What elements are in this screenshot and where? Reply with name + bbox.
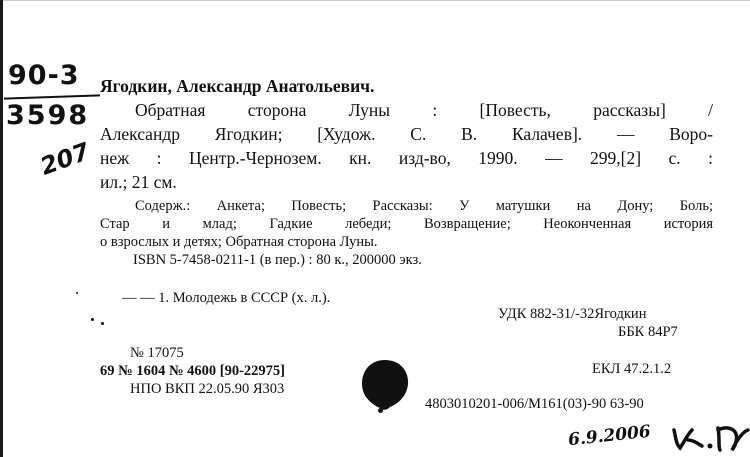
shelfmark-extra: 207: [36, 137, 94, 181]
npo-line: НПО ВКП 22.05.90 Я303: [130, 381, 285, 397]
ink-blot: [360, 358, 410, 412]
title-line-4: ил.; 21 см.: [100, 172, 177, 192]
ink-speck: [76, 292, 78, 294]
title-line-1: Обратная сторона Луны : [Повесть, рассказы] /: [135, 100, 713, 120]
title-line-3: неж : Центр.-Чернозем. кн. изд-во, 1990. — 299,[2] с. :: [100, 148, 713, 168]
signature: [670, 418, 750, 454]
card-number: № 17075: [130, 345, 184, 361]
ink-speck: [378, 408, 383, 413]
order-number: 69 № 1604 № 4600 [90-22975]: [100, 363, 286, 379]
handwritten-date: 6.9.2006: [567, 421, 652, 451]
contents-line-2: Стар и млад; Гадкие лебеди; Возвращение; Неоконченная история: [100, 216, 713, 232]
shelfmark-bottom: 3598: [6, 100, 90, 131]
bbk-code: ББК 84Р7: [618, 324, 678, 340]
contents-line-1: Содерж.: Анкета; Повесть; Рассказы: У матушки на Дону; Боль;: [135, 198, 713, 214]
subject-heading: — — 1. Молодежь в СССР (х. л.).: [122, 290, 331, 306]
shelfmark-top: 90-3: [8, 60, 80, 91]
contents-line-3: о взрослых и детях; Обратная сторона Луны.: [100, 234, 378, 250]
publisher-code: 4803010201-006/М161(03)-90 63-90: [425, 396, 644, 412]
title-line-2: Александр Ягодкин; [Худож. С. В. Калачев]. — Воро-: [100, 124, 713, 144]
author-heading: Ягодкин, Александр Анатольевич.: [100, 76, 375, 96]
isbn-line: ISBN 5-7458-0211-1 (в пер.) : 80 к., 200000 экз.: [133, 252, 422, 268]
ink-speck: [91, 318, 94, 321]
udk-code: УДК 882-31/-32Ягодкин: [498, 306, 647, 322]
ink-speck: [101, 322, 104, 325]
card-left-edge: [0, 0, 3, 457]
shelfmark-divider: [4, 94, 100, 99]
ekl-code: ЕКЛ 47.2.1.2: [592, 361, 672, 377]
card-top-edge: [0, 0, 750, 1]
